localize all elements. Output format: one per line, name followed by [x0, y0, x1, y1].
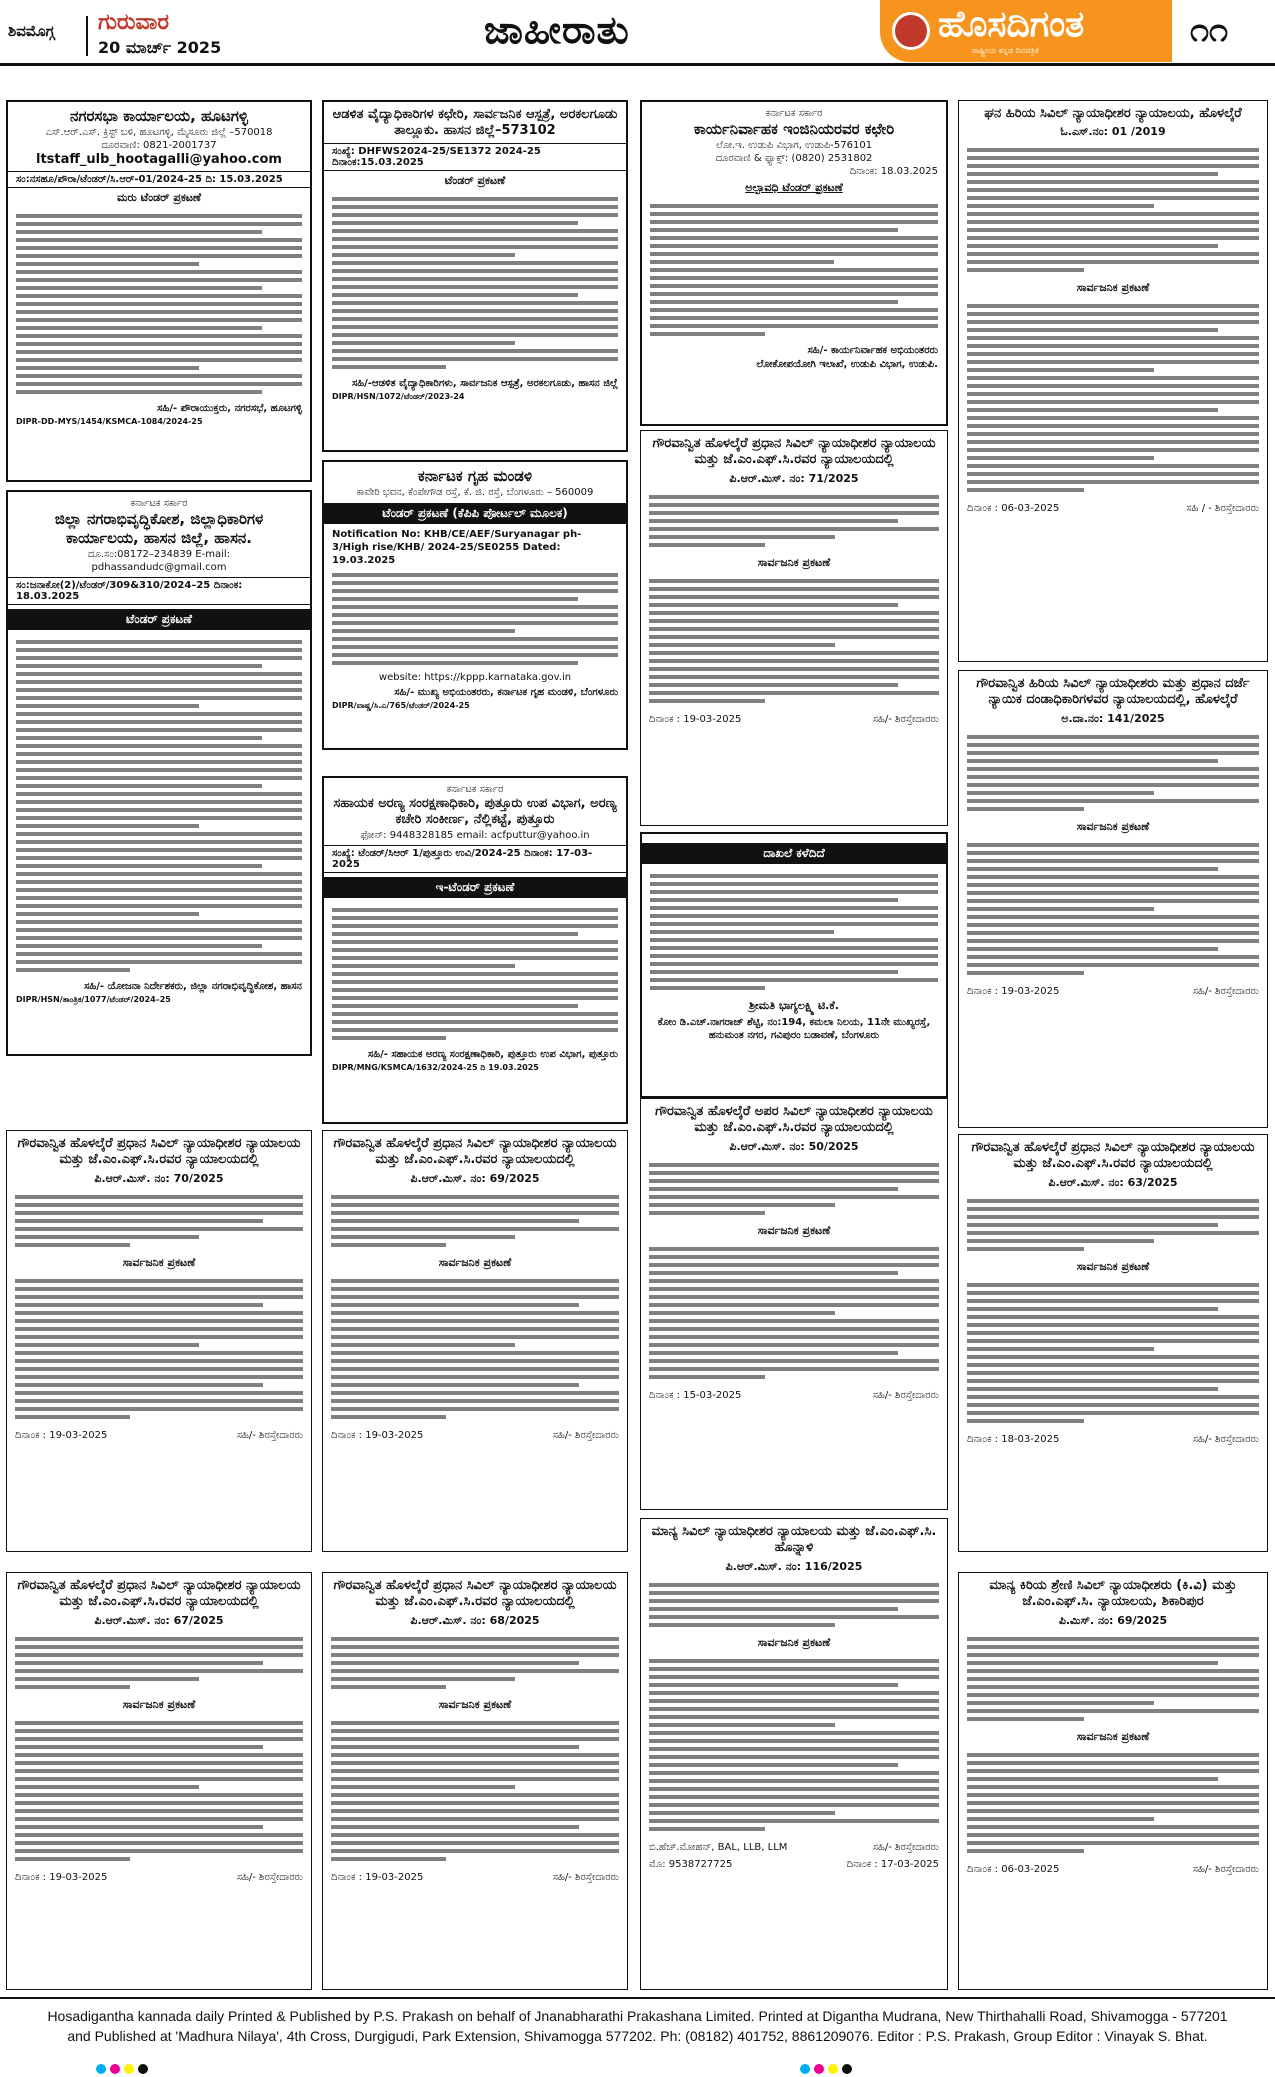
notice-sign: ಸಹಿ/- ಪೌರಾಯುಕ್ತರು, ನಗರಸಭೆ, ಹೂಟಗಳ್ಳಿ	[157, 403, 302, 414]
notice-court-141	[958, 670, 1268, 1128]
notice-heading: ಸಾರ್ವಜನಿಕ ಪ್ರಕಟಣೆ	[1076, 819, 1150, 833]
notice-body	[649, 1157, 939, 1221]
notice-title: ಸಹಾಯಕ ಅರಣ್ಯ ಸಂರಕ್ಷಣಾಧಿಕಾರಿ, ಪುತ್ತೂರು ಉಪ ವಿಭಾಗ, ಅರಣ್ಯ ಕಚೇರಿ ಸಂಕೀರ್ಣ, ನೆಲ್ಲಿಕಟ್ಟೆ, ಪುತ್ತೂರು	[333, 796, 617, 828]
notice-hassan-hospital	[322, 100, 628, 452]
notice-body-2	[15, 1273, 303, 1425]
notice-court-70	[6, 1130, 312, 1552]
notice-phone: ದೂ.ಸಂ:08172–234839 E-mail:	[87, 548, 230, 560]
notice-signature	[649, 713, 939, 726]
registration-mark-cyan-icon	[96, 2064, 106, 2074]
notice-signature	[967, 1863, 1259, 1876]
notice-date: ದಿನಾಂಕ : 18-03-2025	[967, 1433, 1060, 1445]
notice-code: DIPR-DD-MYS/1454/KSMCA-1084/2024-25	[16, 417, 203, 426]
notice-org: ಕರ್ನಾಟಕ ಸರ್ಕಾರ	[765, 108, 823, 119]
notice-body-2	[967, 837, 1259, 981]
case-number: ಪಿ.ಆರ್.ಮಿಸ್. ನಂ: 71/2025	[729, 471, 859, 485]
notice-heading: ಟೆಂಡರ್ ಪ್ರಕಟಣೆ	[444, 173, 506, 187]
registration-marks	[0, 2062, 1275, 2077]
notice-title: ಗೌರವಾನ್ವಿತ ಹೊಳಲ್ಕೆರೆ ಪ್ರಧಾನ ಸಿವಿಲ್ ನ್ಯಾಯಾಧೀಶರ ನ್ಯಾಯಾಲಯ ಮತ್ತು ಜೆ.ಎಂ.ಎಫ್.ಸಿ.ರವರ ನ್ಯಾಯಾಲಯದಲ್ಲಿ	[333, 1136, 617, 1168]
notice-signature	[15, 1871, 303, 1884]
notice-body	[332, 191, 618, 375]
notice-body	[650, 198, 938, 342]
advocate-phone: ಮೊ: 9538727725	[649, 1858, 733, 1870]
notice-code: DIPR/HSN/ತಾಂತ್ರಿಕ/1077/ಟೆಂಡರ್/2024–25	[16, 994, 171, 1004]
section-title: ಜಾಹೀರಾತು	[484, 8, 630, 52]
notice-title: ನಗರಸಭಾ ಕಾರ್ಯಾಲಯ, ಹೂಟಗಳ್ಳಿ	[70, 107, 248, 125]
notice-lost-documents	[640, 832, 948, 1098]
notice-sign: ಸಹಿ/- ಶಿರಸ್ತೇದಾರರು	[236, 1871, 303, 1883]
notice-sign: ಸಹಿ/- ಶಿರಸ್ತೇದಾರರು	[236, 1429, 303, 1441]
notice-date: ದಿನಾಂಕ : 19-03-2025	[15, 1871, 108, 1883]
notice-sign: ಸಹಿ/- ಶಿರಸ್ತೇದಾರರು	[872, 1841, 939, 1853]
case-number: ಪಿ.ಮಿಸ್. ನಂ: 69/2025	[1058, 1613, 1168, 1627]
notice-body	[649, 1577, 939, 1633]
notice-court-63	[958, 1134, 1268, 1552]
notice-ref: ಸಂ:ಜನಾಕೋ(2)/ಟೆಂಡರ್/309&310/2024–25 ದಿನಾಂಕ: 18.03.2025	[8, 577, 310, 605]
notice-body	[15, 1631, 303, 1695]
notice-sign: ಸಹಿ/- ಶಿರಸ್ತೇದಾರರು	[872, 713, 939, 725]
notice-body	[649, 489, 939, 553]
registration-mark-yellow-icon	[828, 2064, 838, 2074]
notice-heading: ಮರು ಟೆಂಡರ್ ಪ್ರಕಟಣೆ	[116, 191, 202, 204]
case-number: ಪಿ.ಆರ್.ಮಿಸ್. ನಂ: 69/2025	[410, 1171, 540, 1185]
case-number: ಪಿ.ಆರ್.ಮಿಸ್. ನಂ: 116/2025	[725, 1559, 863, 1573]
notice-heading: ಸಾರ್ವಜನಿಕ ಪ್ರಕಟಣೆ	[757, 1635, 831, 1649]
notice-heading: ಸಾರ್ವಜನಿಕ ಪ್ರಕಟಣೆ	[122, 1255, 196, 1269]
notice-heading: ಸಾರ್ವಜನಿಕ ಪ್ರಕಟಣೆ	[1076, 1729, 1150, 1743]
notice-heading: ಸಾರ್ವಜನಿಕ ಪ್ರಕಟಣೆ	[1076, 281, 1150, 295]
notice-title: ಆಡಳಿತ ವೈದ್ಯಾಧಿಕಾರಿಗಳ ಕಛೇರಿ, ಸಾರ್ವಜನಿಕ ಆಸ್ಪತ್ರೆ, ಅರಕಲಗೂಡು ತಾಲ್ಲೂಕು. ಹಾಸನ ಜಿಲ್ಲೆ–573102	[332, 107, 618, 139]
notice-court-67	[6, 1572, 312, 1990]
notice-title: ಗೌರವಾನ್ವಿತ ಹೊಳಲ್ಕೆರೆ ಪ್ರಧಾನ ಸಿವಿಲ್ ನ್ಯಾಯಾಧೀಶರ ನ್ಯಾಯಾಲಯ ಮತ್ತು ಜೆ.ಎಂ.ಎಫ್.ಸಿ.ರವರ ನ್ಯಾಯಾಲಯದಲ್ಲಿ	[333, 1578, 617, 1610]
notice-sign-2: ಲೋಕೋಪಯೋಗಿ ಇಲಾಖೆ, ಉಡುಪಿ ವಿಭಾಗ, ಉಡುಪಿ.	[756, 358, 938, 370]
notice-body-2	[967, 1747, 1259, 1859]
notice-advocate-contact	[649, 1858, 939, 1871]
notice-body	[15, 1189, 303, 1253]
notice-heading: ಸಾರ್ವಜನಿಕ ಪ್ರಕಟಣೆ	[438, 1255, 512, 1269]
notice-signature	[649, 1389, 939, 1402]
owner-address: ಕೋಂ ಡಿ.ಎಚ್.ನಾಗರಾಜ್ ಶೆಟ್ಟಿ, ನಂ:194, ಕಮಲಾ ನಿಲಯ, 11ನೇ ಮುಖ್ಯರಸ್ತೆ, ಹನುಮಂತ ನಗರ, ಗವಿಪುರಂ ಬಡಾವಣೆ, ಬೆಂಗಳೂರು	[657, 1017, 931, 1041]
notice-body	[331, 1189, 619, 1253]
registration-mark-magenta-icon	[814, 2064, 824, 2074]
notice-body-2	[967, 1277, 1259, 1429]
notice-heading: ಅಲ್ಪಾವಧಿ ಟೆಂಡರ್ ಪ್ರಕಟಣೆ	[745, 180, 843, 194]
notice-sign: ಸಹಿ/- ಶಿರಸ್ತೇದಾರರು	[552, 1871, 619, 1883]
masthead	[0, 0, 1275, 66]
edition-label: ಶಿವಮೊಗ್ಗ	[8, 22, 55, 40]
notice-body	[967, 1631, 1259, 1727]
case-number: ಪಿ.ಆರ್.ಮಿಸ್. ನಂ: 68/2025	[410, 1613, 540, 1627]
notice-date: ದಿನಾಂಕ : 06-03-2025	[967, 503, 1060, 515]
notice-signature	[967, 985, 1259, 998]
notification-number: Notification No: KHB/CE/AEF/Suryanagar ph-3/High rise/KHB/ 2024-25/SE0255 Dated: 19.03.2025	[332, 528, 582, 566]
notice-title: ಗೌರವಾನ್ವಿತ ಹೊಳಲ್ಕೆರೆ ಅಪರ ಸಿವಿಲ್ ನ್ಯಾಯಾಧೀಶರ ನ್ಯಾಯಾಲಯ ಮತ್ತು ಜೆ.ಎಂ.ಎಫ್.ಸಿ.ರವರ ನ್ಯಾಯಾಲಯದಲ್ಲಿ	[655, 1104, 933, 1136]
notice-heading: ಸಾರ್ವಜನಿಕ ಪ್ರಕಟಣೆ	[757, 1223, 831, 1237]
case-number: ಪಿ.ಆರ್.ಮಿಸ್. ನಂ: 70/2025	[94, 1171, 224, 1185]
registration-mark-cyan-icon	[800, 2064, 810, 2074]
notice-body	[332, 902, 618, 1046]
notice-sign: ಸಹಿ/- ಶಿರಸ್ತೇದಾರರು	[1192, 985, 1259, 997]
notice-body	[650, 868, 938, 996]
notice-email: pdhassandudc@gmail.com	[91, 561, 227, 573]
notice-heading: ಸಾರ್ವಜನಿಕ ಪ್ರಕಟಣೆ	[438, 1697, 512, 1711]
notice-date: ದಿನಾಂಕ : 19-03-2025	[15, 1429, 108, 1441]
masthead-divider	[86, 16, 88, 56]
case-number: ಅ.ದಾ.ನಂ: 141/2025	[1061, 711, 1165, 725]
notice-sign: ಸಹಿ/- ಶಿರಸ್ತೇದಾರರು	[872, 1389, 939, 1401]
notice-title: ಮಾನ್ಯ ಕಿರಿಯ ಶ್ರೇಣಿ ಸಿವಿಲ್ ನ್ಯಾಯಾಧೀಶರು (ಕಿ.ವಿ) ಮತ್ತು ಜೆ.ಎಂ.ಎಫ್.ಸಿ. ನ್ಯಾಯಾಲಯ, ಶಿಕಾರಿಪುರ	[989, 1578, 1237, 1610]
case-number: ಪಿ.ಆರ್.ಮಿಸ್. ನಂ: 50/2025	[729, 1139, 859, 1153]
notice-phone: ಫೋನ್: 9448328185 email: acfputtur@yahoo.in	[360, 829, 590, 841]
paper-tagline: ರಾಷ್ಟ್ರೀಯ ಕನ್ನಡ ದಿನಪತ್ರಿಕೆ	[972, 46, 1039, 55]
notice-sign: ಸಹಿ/-ಆಡಳಿತ ವೈದ್ಯಾಧಿಕಾರಿಗಳು, ಸಾರ್ವಜನಿಕ ಆಸ್ಪತ್ರೆ, ಅರಕಲಗೂಡು, ಹಾಸನ ಜಿಲ್ಲೆ	[352, 377, 618, 389]
notice-heading: ದಾಖಲೆ ಕಳೆದಿದೆ	[642, 843, 946, 864]
notice-signature	[967, 502, 1259, 515]
notice-date: ದಿನಾಂಕ : 15-03-2025	[649, 1389, 742, 1401]
notice-ref: ಸಂ:ನಸಹೂ/ಪೌರಾ/ಟೆಂಡರ್/ಸಿ.ಆರ್-01/2024-25 ದಿ: 15.03.2025	[8, 171, 310, 188]
notice-title: ಜಿಲ್ಲಾ ನಗರಾಭಿವೃದ್ಧಿಕೋಶ, ಜಿಲ್ಲಾಧಿಕಾರಿಗಳ ಕಾರ್ಯಾಲಯ, ಹಾಸನ ಜಿಲ್ಲೆ, ಹಾಸನ.	[54, 510, 264, 547]
notice-signature	[331, 1871, 619, 1884]
notice-sign: ಸಹಿ/- ಯೋಜನಾ ನಿರ್ದೇಶಕರು, ಜಿಲ್ಲಾ ನಗರಾಭಿವೃದ್ಧಿಕೋಶ, ಹಾಸನ	[84, 980, 302, 992]
notice-address: ಕಾವೇರಿ ಭವನ, ಕೆಂಪೇಗೌಡ ರಸ್ತೆ, ಕೆ. ಜಿ. ರಸ್ತೆ, ಬೆಂಗಳೂರು – 560009	[356, 486, 594, 498]
day-label: ಗುರುವಾರ	[98, 10, 170, 35]
notice-title: ಗೌರವಾನ್ವಿತ ಹೊಳಲ್ಕೆರೆ ಪ್ರಧಾನ ಸಿವಿಲ್ ನ್ಯಾಯಾಧೀಶರ ನ್ಯಾಯಾಲಯ ಮತ್ತು ಜೆ.ಎಂ.ಎಫ್.ಸಿ.ರವರ ನ್ಯಾಯಾಲಯದಲ್ಲಿ	[17, 1578, 301, 1610]
owner-name: ಶ್ರೀಮತಿ ಭಾಗ್ಯಲಕ್ಷ್ಮಿ ಟಿ.ಕೆ.	[749, 999, 839, 1012]
notice-date: ದಿನಾಂಕ : 19-03-2025	[967, 985, 1060, 997]
notice-code: DIPR/ವಾಷ್ಣ/ಸಿ.ಎ/765/ಟೆಂಡರ್/2024-25	[332, 700, 470, 710]
notice-court-69b	[958, 1572, 1268, 1990]
notice-court-71	[640, 430, 948, 826]
logo-emblem-icon	[892, 12, 930, 50]
notice-date: ದಿನಾಂಕ : 17-03-2025	[846, 1858, 939, 1870]
page-number: ೧೧	[1190, 10, 1229, 50]
notice-address: ಎಸ್.ಆರ್.ಎಸ್. ಕ್ರಿಸ್ಟ್ ಬಳಿ, ಹೂಟಗಳ್ಳಿ, ಮೈಸೂರು ಜಿಲ್ಲೆ –570018	[45, 126, 273, 138]
paper-name: ಹೊಸದಿಗಂತ	[938, 4, 1085, 45]
notice-body-2	[331, 1273, 619, 1425]
notice-sign: ಸಹಿ / - ಶಿರಸ್ತೇದಾರರು	[1186, 503, 1259, 515]
notice-forest-puttur	[322, 776, 628, 1124]
imprint	[0, 1997, 1275, 2055]
notice-body-2	[331, 1715, 619, 1867]
notice-address: ಲೋ.ಇ. ಉಡುಪಿ ವಿಭಾಗ, ಉಡುಪಿ-576101	[715, 139, 873, 151]
case-number: ಓ.ಎಸ್.ನಂ: 01 /2019	[1060, 125, 1166, 139]
notice-date: ದಿನಾಂಕ : 19-03-2025	[331, 1429, 424, 1441]
notice-title: ಗೌರವಾನ್ವಿತ ಹೊಳಲ್ಕೆರೆ ಪ್ರಧಾನ ಸಿವಿಲ್ ನ್ಯಾಯಾಧೀಶರ ನ್ಯಾಯಾಲಯ ಮತ್ತು ಜೆ.ಎಂ.ಎಫ್.ಸಿ.ರವರ ನ್ಯಾಯಾಲಯದಲ್ಲಿ	[17, 1136, 301, 1168]
notice-body	[16, 208, 302, 400]
notice-advocate	[649, 1841, 939, 1854]
notice-heading: ಟೆಂಡರ್ ಪ್ರಕಟಣೆ (ಕೆಪಿಪಿ ಪೋರ್ಟಲ್ ಮೂಲಕ)	[324, 503, 626, 524]
notice-heading: ಟೆಂಡರ್ ಪ್ರಕಟಣೆ	[8, 609, 310, 630]
advocate-name: ಬಿ.ಹೆಚ್.ಮೋಹನ್, BAL, LLB, LLM	[649, 1841, 788, 1853]
notice-body-2	[649, 1241, 939, 1385]
notice-signature	[967, 1433, 1259, 1446]
notice-khb	[322, 460, 628, 750]
registration-mark-magenta-icon	[110, 2064, 120, 2074]
case-number: ಪಿ.ಆರ್.ಮಿಸ್. ನಂ: 63/2025	[1048, 1175, 1178, 1189]
date-label: 20 ಮಾರ್ಚ್ 2025	[98, 38, 222, 57]
notice-code: DIPR/HSN/1072/ಟೆಂಡರ್/2023-24	[332, 391, 465, 401]
notice-udupi-prw	[640, 100, 948, 426]
notice-org: ಕರ್ನಾಟಕ ಸರ್ಕಾರ	[446, 784, 504, 795]
notice-email: ltstaff_ulb_hootagalli@yahoo.com	[36, 151, 282, 167]
notice-date: ದಿನಾಂಕ : 19-03-2025	[649, 713, 742, 725]
notice-sign: ಸಹಿ/- ಶಿರಸ್ತೇದಾರರು	[1192, 1863, 1259, 1875]
notice-body-2	[649, 1653, 939, 1837]
imprint-line-2: and Published at 'Madhura Nilaya', 4th Cross, Durgigudi, Park Extension, Shivamogga 577202. Ph: (08182) 401752, 8861209076. Editor : P.S. Prakash, Group Editor : Vinayak S. Bhat.	[67, 2027, 1208, 2044]
notice-signature	[331, 1429, 619, 1442]
notice-court-01	[958, 100, 1268, 662]
notice-sign: ಸಹಿ/- ಮುಖ್ಯ ಅಭಿಯಂತರರು, ಕರ್ನಾಟಕ ಗೃಹ ಮಂಡಳಿ, ಬೆಂಗಳೂರು	[394, 686, 618, 698]
notice-phone: ದೂರವಾಣಿ: 0821-2001737	[101, 139, 217, 151]
notice-phone: ದೂರವಾಣಿ & ಫ್ಯಾಕ್ಸ್: (0820) 2531802	[715, 152, 873, 164]
notice-sign: ಸಹಿ/- ಕಾರ್ಯನಿರ್ವಾಹಕ ಅಭಿಯಂತರರು	[807, 344, 938, 356]
notice-signature	[15, 1429, 303, 1442]
notice-title: ಕಾರ್ಯನಿರ್ವಾಹಕ ಇಂಜಿನಿಯರವರ ಕಛೇರಿ	[693, 120, 895, 138]
notice-date: ದಿನಾಂಕ : 06-03-2025	[967, 1863, 1060, 1875]
notice-date: ದಿನಾಂಕ : 19-03-2025	[331, 1871, 424, 1883]
notice-hootagalli	[6, 100, 312, 482]
notice-code: DIPR/MNG/KSMCA/1632/2024-25 ದಿ 19.03.2025	[332, 1062, 539, 1072]
notice-title: ಗೌರವಾನ್ವಿತ ಹೊಳಲ್ಕೆರೆ ಪ್ರಧಾನ ಸಿವಿಲ್ ನ್ಯಾಯಾಧೀಶರ ನ್ಯಾಯಾಲಯ ಮತ್ತು ಜೆ.ಎಂ.ಎಫ್.ಸಿ.ರವರ ನ್ಯಾಯಾಲಯದಲ್ಲಿ	[652, 436, 936, 468]
notice-court-116	[640, 1518, 948, 1990]
notice-body	[967, 142, 1259, 278]
notice-sign: ಸಹಿ/- ಸಹಾಯಕ ಅರಣ್ಯ ಸಂರಕ್ಷಣಾಧಿಕಾರಿ, ಪುತ್ತೂರು ಉಪ ವಿಭಾಗ, ಪುತ್ತೂರು	[367, 1048, 618, 1060]
notice-ref: ಸಂಖ್ಯೆ: DHFWS2024-25/SE1372 2024-25 ದಿನಾಂಕ:15.03.2025	[324, 143, 626, 171]
registration-mark-yellow-icon	[124, 2064, 134, 2074]
notice-body-2	[15, 1715, 303, 1867]
notice-court-50	[640, 1098, 948, 1510]
paper-logo	[880, 0, 1172, 62]
notice-body	[967, 1193, 1259, 1257]
notice-heading: ಇ-ಟೆಂಡರ್ ಪ್ರಕಟಣೆ	[324, 877, 626, 898]
notice-title: ಗೌರವಾನ್ವಿತ ಹೊಳಲ್ಕೆರೆ ಪ್ರಧಾನ ಸಿವಿಲ್ ನ್ಯಾಯಾಧೀಶರ ನ್ಯಾಯಾಲಯ ಮತ್ತು ಜೆ.ಎಂ.ಎಫ್.ಸಿ.ರವರ ನ್ಯಾಯಾಲಯದಲ್ಲಿ	[971, 1140, 1255, 1172]
notice-court-69	[322, 1130, 628, 1552]
imprint-line-1: Hosadigantha kannada daily Printed & Published by P.S. Prakash on behalf of Jnanabharathi Prakashana Limited. Printed at Digantha Mudrana, New Thirthahalli Road, Shivamogga - 577201	[47, 2008, 1228, 2024]
notice-body	[967, 729, 1259, 817]
case-number: ಪಿ.ಆರ್.ಮಿಸ್. ನಂ: 67/2025	[94, 1613, 224, 1627]
notice-hassan-ulb	[6, 490, 312, 1056]
notice-heading: ಸಾರ್ವಜನಿಕ ಪ್ರಕಟಣೆ	[122, 1697, 196, 1711]
registration-mark-black-icon	[842, 2064, 852, 2074]
notice-title: ಮಾನ್ಯ ಸಿವಿಲ್ ನ್ಯಾಯಾಧೀಶರ ನ್ಯಾಯಾಲಯ ಮತ್ತು ಜೆ.ಎಂ.ಎಫ್.ಸಿ. ಹೊನ್ನಾಳಿ	[651, 1524, 937, 1556]
notice-title: ಗೌರವಾನ್ವಿತ ಹಿರಿಯ ಸಿವಿಲ್ ನ್ಯಾಯಾಧೀಶರು ಮತ್ತು ಪ್ರಧಾನ ದರ್ಜೆ ನ್ಯಾಯಿಕ ದಂಡಾಧಿಕಾರಿಗಳವರ ನ್ಯಾಯಾಲಯದಲ್ಲಿ, ಹೊಳಲ್ಕೆರೆ	[976, 676, 1250, 708]
notice-court-68	[322, 1572, 628, 1990]
notice-website: website: https://kppp.karnataka.gov.in	[378, 671, 572, 683]
notice-body	[16, 634, 302, 978]
notice-heading: ಸಾರ್ವಜನಿಕ ಪ್ರಕಟಣೆ	[757, 555, 831, 569]
notice-body	[331, 1631, 619, 1695]
notice-body-2	[649, 573, 939, 709]
notice-title: ಘನ ಹಿರಿಯ ಸಿವಿಲ್ ನ್ಯಾಯಾಧೀಶರ ನ್ಯಾಯಾಲಯ, ಹೊಳಲ್ಕೆರೆ	[984, 106, 1242, 121]
notice-ref: ಸಂಖ್ಯೆ: ಟೆಂಡರ್/ಸಿಆರ್ 1/ಪುತ್ತೂರು ಉವಿ/2024-25 ದಿನಾಂಕ: 17-03-2025	[324, 845, 626, 873]
notice-sign: ಸಹಿ/- ಶಿರಸ್ತೇದಾರರು	[552, 1429, 619, 1441]
notice-org: ಕರ್ನಾಟಕ ಸರ್ಕಾರ	[130, 498, 188, 509]
notice-date: ದಿನಾಂಕ: 18.03.2025	[849, 165, 938, 177]
notice-title: ಕರ್ನಾಟಕ ಗೃಹ ಮಂಡಳಿ	[417, 467, 533, 485]
notice-body-2	[967, 298, 1259, 498]
notice-heading: ಸಾರ್ವಜನಿಕ ಪ್ರಕಟಣೆ	[1076, 1259, 1150, 1273]
notice-sign: ಸಹಿ/- ಶಿರಸ್ತೇದಾರರು	[1192, 1433, 1259, 1445]
notice-body	[332, 567, 618, 671]
registration-mark-black-icon	[138, 2064, 148, 2074]
